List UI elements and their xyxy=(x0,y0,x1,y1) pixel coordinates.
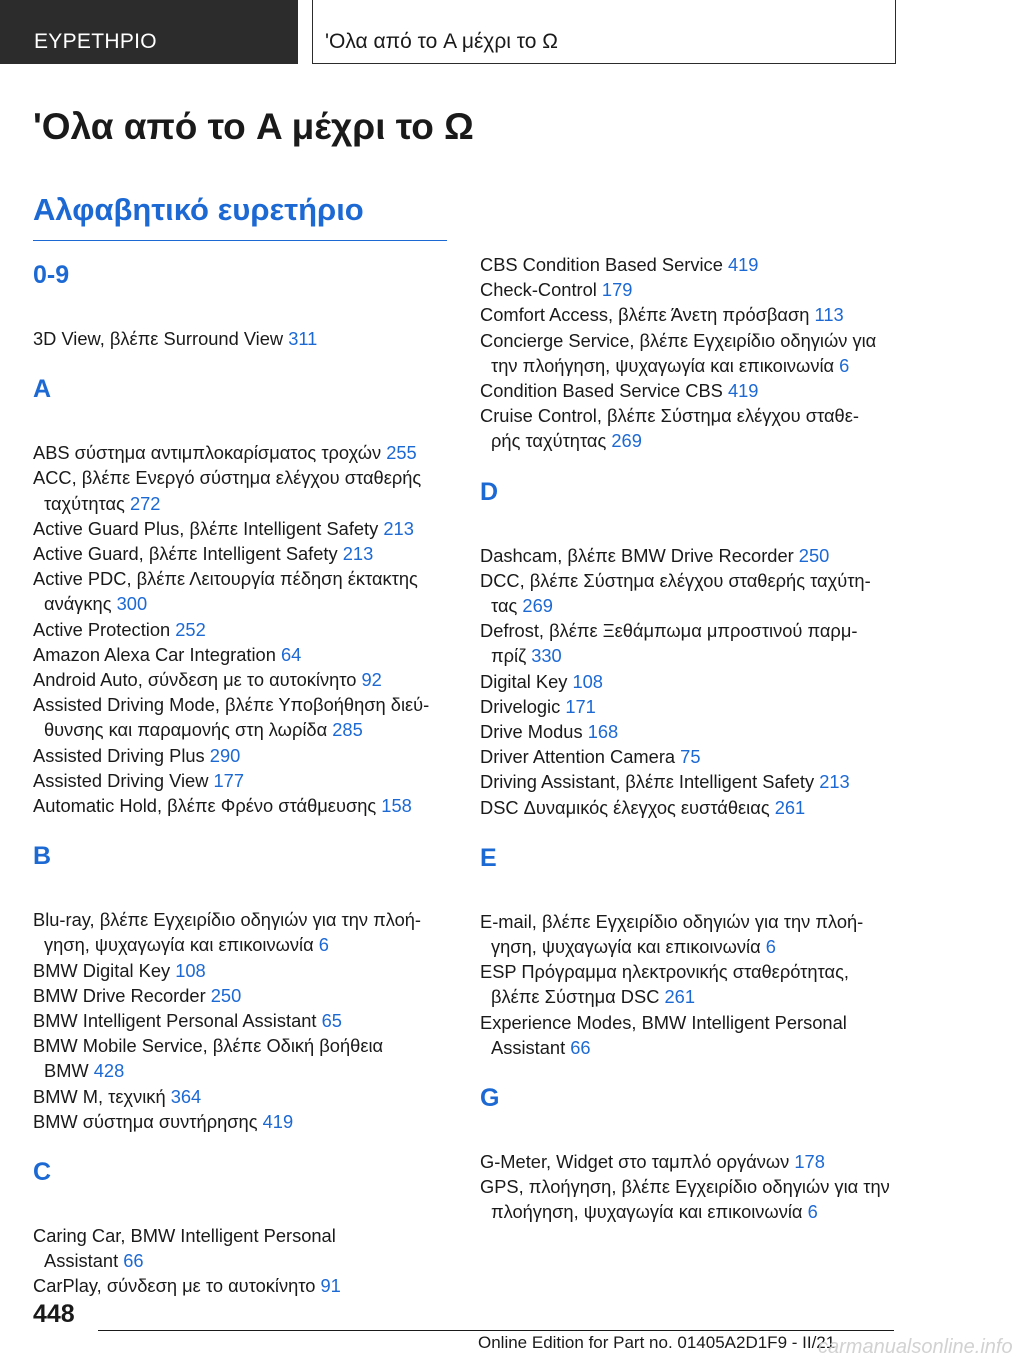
index-entry-continuation xyxy=(480,1035,910,1060)
page-link[interactable]: 158 xyxy=(381,795,412,817)
index-entry xyxy=(480,669,910,694)
index-entry xyxy=(33,566,463,591)
index-entry xyxy=(480,568,910,593)
entry-list xyxy=(480,909,910,1060)
index-entry xyxy=(33,516,463,541)
section-letter: D xyxy=(480,477,499,506)
entry-text: BMW M, τεχνική xyxy=(33,1085,171,1107)
index-entry xyxy=(33,1273,463,1298)
page-link[interactable]: 311 xyxy=(288,328,318,349)
page-link[interactable]: 92 xyxy=(361,669,382,691)
entry-text: γηση, ψυχαγωγία και επικοινωνία xyxy=(44,934,319,956)
index-section xyxy=(33,837,463,1134)
entry-text: ρής ταχύτητας xyxy=(491,430,612,452)
page-link[interactable]: 66 xyxy=(570,1036,591,1058)
footer-divider xyxy=(98,1330,894,1331)
page-link[interactable]: 272 xyxy=(129,492,161,514)
index-section xyxy=(480,839,910,1060)
page-link[interactable]: 113 xyxy=(814,304,844,326)
entry-text: GPS, πλοήγηση, βλέπε Εγχειρίδιο οδηγιών για την xyxy=(480,1176,890,1198)
entry-text: BMW Mobile Service, βλέπε Οδική βοήθεια xyxy=(33,1035,384,1057)
page-link[interactable]: 75 xyxy=(680,746,701,768)
index-entry xyxy=(480,719,910,744)
page-link[interactable]: 252 xyxy=(175,618,206,640)
entry-text: γηση, ψυχαγωγία και επικοινωνία xyxy=(491,936,766,958)
page-link[interactable]: 65 xyxy=(321,1010,342,1032)
entry-list xyxy=(33,907,463,1134)
page-link[interactable]: 6 xyxy=(839,354,850,376)
entry-text: DCC, βλέπε Σύστημα ελέγχου σταθερής ταχύτη- xyxy=(480,569,871,591)
entry-text: Drivelogic xyxy=(480,695,566,717)
page-link[interactable]: 66 xyxy=(123,1250,144,1272)
entry-text: Digital Key xyxy=(480,670,573,692)
entry-text: πρίζ xyxy=(491,645,532,667)
index-entry xyxy=(33,440,463,465)
page-link[interactable]: 330 xyxy=(531,645,562,667)
page-link[interactable]: 261 xyxy=(774,796,806,818)
index-entry-continuation xyxy=(33,717,463,742)
index-entry xyxy=(33,642,463,667)
index-entry-continuation xyxy=(480,1199,910,1224)
page-link[interactable]: 179 xyxy=(601,279,633,301)
entry-text: Assistant xyxy=(44,1250,124,1272)
entry-text: BMW Digital Key xyxy=(33,959,176,981)
page-link[interactable]: 177 xyxy=(213,769,245,791)
header-bar xyxy=(0,0,960,66)
entry-text: Assisted Driving Mode, βλέπε Υποβοήθηση διεύ- xyxy=(33,694,430,716)
index-column-left xyxy=(33,256,463,1318)
page-link[interactable]: 6 xyxy=(807,1201,818,1223)
page-link[interactable]: 290 xyxy=(209,744,241,766)
index-entry xyxy=(480,694,910,719)
entry-text: Driving Assistant, βλέπε Intelligent Safety xyxy=(480,771,820,793)
index-section xyxy=(480,473,910,820)
index-entry xyxy=(480,795,910,820)
index-section xyxy=(33,370,463,818)
page-link[interactable]: 213 xyxy=(342,543,374,565)
index-entry xyxy=(480,378,910,403)
index-entry xyxy=(480,403,910,428)
page-link[interactable]: 108 xyxy=(572,670,603,692)
entry-list xyxy=(480,543,910,820)
index-entry-continuation xyxy=(480,643,910,668)
entry-text: Blu-ray, βλέπε Εγχειρίδιο οδηγιών για την πλοή- xyxy=(33,909,422,931)
entry-text: Active Guard, βλέπε Intelligent Safety xyxy=(33,543,343,565)
index-entry xyxy=(480,769,910,794)
entry-text: Assisted Driving View xyxy=(33,769,214,791)
page-link[interactable]: 64 xyxy=(280,643,302,665)
entry-text: BMW xyxy=(44,1060,94,1082)
page-number: 448 xyxy=(33,1300,75,1328)
index-entry-continuation xyxy=(33,1058,463,1083)
entry-list xyxy=(33,326,463,351)
index-entry-continuation xyxy=(33,491,463,516)
entry-text: CBS Condition Based Service xyxy=(480,254,728,275)
entry-text: Driver Attention Camera xyxy=(480,746,681,768)
index-entry-continuation xyxy=(33,1248,463,1273)
entry-text: Cruise Control, βλέπε Σύστημα ελέγχου σταθε- xyxy=(480,405,859,427)
entry-text: Check-Control xyxy=(480,279,602,301)
tab-index[interactable]: ΕΥΡΕΤΗΡΙΟ xyxy=(0,0,298,64)
index-entry xyxy=(33,793,463,818)
index-entry xyxy=(33,1084,463,1109)
entry-text: Android Auto, σύνδεση με το αυτοκίνητο xyxy=(33,669,362,691)
entry-text: την πλοήγηση, ψυχαγωγία και επικοινωνία xyxy=(491,354,840,376)
entry-text: ESP Πρόγραμμα ηλεκτρονικής σταθερότητας, xyxy=(480,961,849,983)
entry-text: Comfort Access, βλέπε Άνετη πρόσβαση xyxy=(480,304,815,326)
index-entry-continuation xyxy=(33,591,463,616)
entry-list xyxy=(33,440,463,818)
entry-text: CarPlay, σύνδεση με το αυτοκίνητο xyxy=(33,1275,321,1297)
entry-list xyxy=(480,1149,910,1225)
index-entry xyxy=(33,1008,463,1033)
index-entry xyxy=(480,1010,910,1035)
entry-text: Assisted Driving Plus xyxy=(33,744,210,766)
entry-text: Automatic Hold, βλέπε Φρένο στάθμευσης xyxy=(33,795,382,817)
page-link[interactable]: 250 xyxy=(798,544,830,566)
index-entry xyxy=(480,959,910,984)
entry-text: Active Guard Plus, βλέπε Intelligent Safety xyxy=(33,517,384,539)
section-letter: 0-9 xyxy=(33,261,70,289)
tab-section[interactable]: 'Ολα από το A μέχρι το Ω xyxy=(312,0,896,64)
section-letter: A xyxy=(33,375,52,404)
index-entry xyxy=(33,541,463,566)
entry-text: DSC Δυναμικός έλεγχος ευστάθειας xyxy=(480,796,775,818)
index-entry-continuation xyxy=(480,593,910,618)
entry-text: ανάγκης xyxy=(44,593,117,615)
page-link[interactable]: 171 xyxy=(565,695,596,717)
section-letter: E xyxy=(480,843,497,872)
index-entry xyxy=(33,465,463,490)
index-entry xyxy=(33,1109,463,1134)
index-entry xyxy=(33,617,463,642)
index-entry xyxy=(480,328,910,353)
section-letter: G xyxy=(480,1084,500,1113)
index-entry-continuation xyxy=(480,934,910,959)
entry-text: Assistant xyxy=(491,1036,571,1058)
index-section xyxy=(480,252,910,454)
index-entry xyxy=(33,743,463,768)
index-entry xyxy=(480,1149,910,1174)
page-link[interactable]: 364 xyxy=(170,1085,202,1107)
index-entry xyxy=(33,692,463,717)
index-section xyxy=(480,1079,910,1225)
entry-text: πλοήγηση, ψυχαγωγία και επικοινωνία xyxy=(491,1201,808,1223)
entry-text: G-Meter, Widget στο ταμπλό οργάνων xyxy=(480,1151,795,1173)
index-entry xyxy=(480,909,910,934)
entry-text: Experience Modes, BMW Intelligent Personal xyxy=(480,1011,847,1033)
index-entry xyxy=(33,958,463,983)
entry-text: E-mail, βλέπε Εγχειρίδιο οδηγιών για την πλοή- xyxy=(480,910,864,932)
index-entry-continuation xyxy=(33,932,463,957)
index-entry xyxy=(33,907,463,932)
index-section xyxy=(33,256,463,351)
entry-text: Caring Car, BMW Intelligent Personal xyxy=(33,1225,336,1247)
index-column-right xyxy=(480,252,910,1244)
entry-text: Drive Modus xyxy=(480,721,588,743)
index-subtitle: Αλφαβητικό ευρετήριο xyxy=(33,192,364,227)
index-entry xyxy=(480,618,910,643)
page-link[interactable]: 300 xyxy=(116,593,148,615)
subtitle-divider xyxy=(33,240,447,241)
index-entry xyxy=(33,983,463,1008)
page-link[interactable]: 91 xyxy=(320,1275,341,1297)
entry-text: Amazon Alexa Car Integration xyxy=(33,643,281,665)
page-link[interactable]: 250 xyxy=(210,984,242,1006)
entry-text: BMW Intelligent Personal Assistant xyxy=(33,1010,322,1032)
entry-text: BMW Drive Recorder xyxy=(33,984,211,1006)
index-entry xyxy=(480,744,910,769)
entry-text: θυνσης και παραμονής στη λωρίδα xyxy=(44,719,333,741)
index-section xyxy=(33,1153,463,1299)
page-link[interactable]: 419 xyxy=(262,1110,294,1132)
index-entry xyxy=(480,252,910,277)
entry-text: Active PDC, βλέπε Λειτουργία πέδηση έκτακτης xyxy=(33,568,418,590)
page-link[interactable]: 213 xyxy=(819,771,850,793)
entry-list xyxy=(480,252,910,454)
page-link[interactable]: 261 xyxy=(664,986,695,1008)
page-link[interactable]: 419 xyxy=(727,254,759,275)
entry-text: βλέπε Σύστημα DSC xyxy=(491,986,665,1008)
page-link[interactable]: 285 xyxy=(332,719,363,741)
entry-text: Dashcam, βλέπε BMW Drive Recorder xyxy=(480,544,799,566)
index-entry xyxy=(33,326,463,351)
index-entry xyxy=(33,768,463,793)
page-link[interactable]: 269 xyxy=(611,430,642,452)
page-link[interactable]: 255 xyxy=(386,442,417,464)
page-link[interactable]: 178 xyxy=(794,1151,825,1173)
entry-text: ταχύτητας xyxy=(44,492,130,514)
entry-text: 3D View, βλέπε Surround View xyxy=(33,328,289,349)
edition-text: Online Edition for Part no. 01405A2D1F9 - II/21 xyxy=(478,1333,836,1352)
entry-text: Active Protection xyxy=(33,618,176,640)
section-letter: C xyxy=(33,1158,52,1187)
page-link[interactable]: 168 xyxy=(587,721,619,743)
page-link[interactable]: 6 xyxy=(765,936,776,958)
index-entry xyxy=(33,1223,463,1248)
index-entry xyxy=(480,302,910,327)
page-link[interactable]: 269 xyxy=(522,595,553,617)
watermark-logo: carmanualsonline.info xyxy=(818,1336,1013,1358)
entry-text: BMW σύστημα συντήρησης xyxy=(33,1110,263,1132)
index-entry-continuation xyxy=(480,353,910,378)
index-entry xyxy=(33,1033,463,1058)
index-entry-continuation xyxy=(480,428,910,453)
index-entry xyxy=(480,1174,910,1199)
entry-text: Condition Based Service CBS xyxy=(480,380,728,402)
page-title: 'Ολα από το A μέχρι το Ω xyxy=(33,106,474,147)
index-entry xyxy=(33,667,463,692)
entry-text: Concierge Service, βλέπε Εγχειρίδιο οδηγιών για xyxy=(480,329,877,351)
entry-text: ACC, βλέπε Ενεργό σύστημα ελέγχου σταθερής xyxy=(33,467,422,489)
entry-text: ABS σύστημα αντιμπλοκαρίσματος τροχών xyxy=(33,442,387,464)
page-link[interactable]: 108 xyxy=(175,959,206,981)
section-letter: B xyxy=(33,842,52,871)
entry-text: τας xyxy=(491,595,523,617)
page-link[interactable]: 428 xyxy=(93,1060,125,1082)
index-entry xyxy=(480,543,910,568)
index-entry xyxy=(480,277,910,302)
index-entry-continuation xyxy=(480,984,910,1009)
page-link[interactable]: 6 xyxy=(318,934,329,956)
entry-list xyxy=(33,1223,463,1299)
page-link[interactable]: 213 xyxy=(383,517,414,539)
entry-text: Defrost, βλέπε Ξεθάμπωμα μπροστινού παρμ- xyxy=(480,620,858,642)
page-link[interactable]: 419 xyxy=(727,380,759,402)
